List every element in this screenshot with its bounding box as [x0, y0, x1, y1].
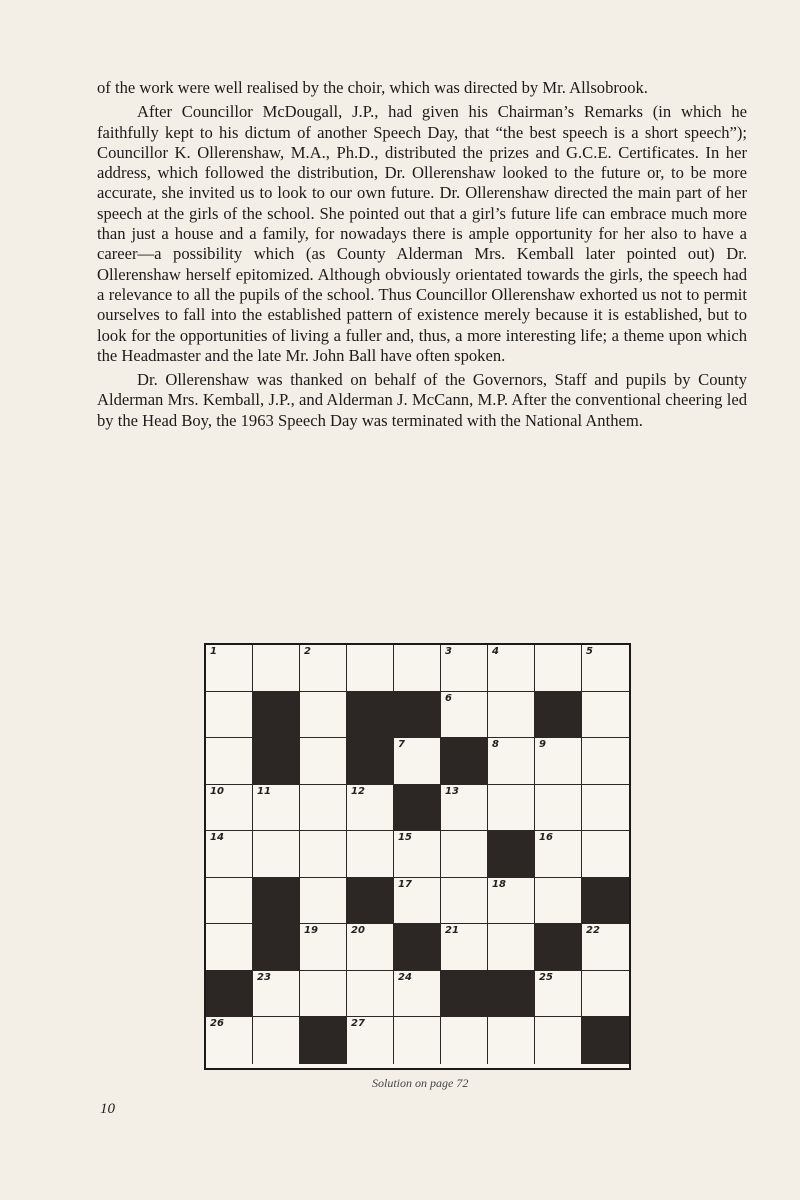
crossword-grid	[204, 643, 631, 1070]
paragraph-2: After Councillor McDougall, J.P., had given his Chairman’s Remarks (in which he faithfully kept to his dictum of another Speech Day, that “the best speech is a short speech”); Councillor K. Ollerenshaw, M.A., Ph.D., distributed the prizes and G.C.E. Certificates. In her address, which followed the distribution, Dr. Ollerenshaw looked to the future or, to be more accurate, she invited us to look to our own future. Dr. Ollerenshaw directed the main part of her speech at the girls of the school. She pointed out that a girl’s future life can embrace much more than just a house and a family, for nowadays there is ample opportunity for her also to have a career—a possibility which (as County Alderman Mrs. Kemball later pointed out) Dr. Ollerenshaw herself epitomized. Although obviously orientated towards the girls, the speech had a relevance to all the pupils of the school. Thus Councillor Ollerenshaw exhorted us not to permit ourselves to fall into the established pattern of existence merely because it is established, but to look for the opportunities of living a fuller and, thus, a more interesting life; a theme upon which the Headmaster and the late Mr. John Ball have often spoken.	[97, 102, 747, 365]
crossword-row	[206, 971, 629, 1018]
crossword-cell[interactable]	[488, 645, 535, 692]
crossword-cell[interactable]	[394, 971, 441, 1018]
crossword-cell[interactable]	[300, 738, 347, 785]
crossword-row	[206, 831, 629, 878]
crossword-black-square	[394, 785, 441, 832]
crossword-cell[interactable]	[300, 971, 347, 1018]
crossword-cell[interactable]	[488, 1017, 535, 1064]
crossword-cell[interactable]	[394, 1017, 441, 1064]
crossword-cell[interactable]	[300, 924, 347, 971]
crossword-cell[interactable]	[582, 692, 629, 739]
crossword-cell[interactable]	[441, 692, 488, 739]
crossword-black-square	[535, 692, 582, 739]
crossword-cell[interactable]	[394, 878, 441, 925]
crossword-cell[interactable]	[347, 785, 394, 832]
crossword-black-square	[582, 1017, 629, 1064]
crossword-cell[interactable]	[488, 878, 535, 925]
crossword-black-square	[347, 738, 394, 785]
crossword-row	[206, 785, 629, 832]
crossword-black-square	[488, 971, 535, 1018]
crossword-cell[interactable]	[253, 831, 300, 878]
crossword-cell[interactable]	[488, 738, 535, 785]
crossword-cell[interactable]	[582, 971, 629, 1018]
crossword-cell[interactable]	[582, 831, 629, 878]
clue-number: 26	[210, 1018, 224, 1029]
crossword-row	[206, 878, 629, 925]
crossword-cell[interactable]	[582, 645, 629, 692]
crossword-row	[206, 738, 629, 785]
crossword-cell[interactable]	[253, 1017, 300, 1064]
crossword-row	[206, 692, 629, 739]
crossword-cell[interactable]	[488, 785, 535, 832]
crossword-row	[206, 645, 629, 692]
clue-number: 19	[304, 925, 318, 936]
clue-number: 4	[492, 646, 499, 657]
clue-number: 21	[445, 925, 459, 936]
paragraph-3: Dr. Ollerenshaw was thanked on behalf of the Governors, Staff and pupils by County Alderman Mrs. Kemball, J.P., and Alderman J. McCann, M.P. After the conventional cheering led by the Head Boy, the 1963 Speech Day was terminated with the National Anthem.	[97, 370, 747, 430]
crossword-cell[interactable]	[347, 971, 394, 1018]
crossword-black-square	[441, 971, 488, 1018]
crossword-cell[interactable]	[535, 1017, 582, 1064]
crossword-cell[interactable]	[347, 831, 394, 878]
crossword-black-square	[394, 924, 441, 971]
article-text	[97, 78, 747, 431]
crossword-cell[interactable]	[347, 1017, 394, 1064]
crossword-black-square	[394, 692, 441, 739]
page-number: 10	[100, 1101, 115, 1117]
crossword-row	[206, 924, 629, 971]
crossword-cell[interactable]	[206, 738, 253, 785]
crossword-cell[interactable]	[347, 645, 394, 692]
crossword-cell[interactable]	[535, 738, 582, 785]
crossword-cell[interactable]	[206, 692, 253, 739]
crossword-cell[interactable]	[441, 831, 488, 878]
crossword-cell[interactable]	[206, 785, 253, 832]
crossword-black-square	[347, 692, 394, 739]
crossword-cell[interactable]	[206, 645, 253, 692]
clue-number: 7	[398, 739, 405, 750]
crossword-cell[interactable]	[300, 645, 347, 692]
crossword-black-square	[253, 878, 300, 925]
crossword-cell[interactable]	[441, 645, 488, 692]
clue-number: 22	[586, 925, 600, 936]
clue-number: 14	[210, 832, 224, 843]
paragraph-1: of the work were well realised by the choir, which was directed by Mr. Allsobrook.	[97, 78, 648, 97]
crossword-black-square	[347, 878, 394, 925]
crossword-cell[interactable]	[253, 785, 300, 832]
crossword-cell[interactable]	[582, 785, 629, 832]
clue-number: 15	[398, 832, 412, 843]
clue-number: 11	[257, 785, 271, 797]
crossword-cell[interactable]	[300, 831, 347, 878]
clue-number: 16	[539, 832, 553, 843]
crossword-cell[interactable]	[535, 645, 582, 692]
clue-number: 5	[586, 646, 593, 657]
crossword-cell[interactable]	[441, 878, 488, 925]
crossword-row	[206, 1017, 629, 1064]
clue-number: 8	[492, 739, 499, 750]
clue-number: 12	[351, 785, 365, 797]
clue-number: 25	[539, 971, 553, 983]
crossword-black-square	[253, 924, 300, 971]
crossword-black-square	[253, 692, 300, 739]
crossword-cell[interactable]	[582, 738, 629, 785]
clue-number: 3	[445, 646, 452, 657]
clue-number: 13	[445, 785, 459, 797]
crossword-cell[interactable]	[441, 785, 488, 832]
crossword-black-square	[300, 1017, 347, 1064]
crossword-cell[interactable]	[206, 1017, 253, 1064]
crossword-black-square	[488, 831, 535, 878]
crossword-cell[interactable]	[253, 971, 300, 1018]
crossword-black-square	[253, 738, 300, 785]
clue-number: 18	[492, 878, 506, 890]
solution-caption: Solution on page 72	[372, 1076, 469, 1090]
crossword-cell[interactable]	[300, 692, 347, 739]
clue-number: 24	[398, 971, 412, 983]
crossword-cell[interactable]	[300, 785, 347, 832]
clue-number: 9	[539, 739, 546, 750]
crossword-cell[interactable]	[300, 878, 347, 925]
clue-number: 1	[210, 646, 217, 657]
crossword-cell[interactable]	[441, 924, 488, 971]
crossword-cell[interactable]	[488, 924, 535, 971]
crossword-cell[interactable]	[441, 1017, 488, 1064]
crossword-black-square	[582, 878, 629, 925]
crossword-cell[interactable]	[206, 924, 253, 971]
crossword-cell[interactable]	[206, 878, 253, 925]
crossword-cell[interactable]	[488, 692, 535, 739]
clue-number: 2	[304, 646, 311, 657]
crossword-cell[interactable]	[394, 738, 441, 785]
clue-number: 20	[351, 925, 365, 936]
crossword-black-square	[441, 738, 488, 785]
crossword-cell[interactable]	[582, 924, 629, 971]
crossword-cell[interactable]	[535, 878, 582, 925]
crossword-cell[interactable]	[206, 831, 253, 878]
crossword-cell[interactable]	[535, 971, 582, 1018]
crossword-cell[interactable]	[394, 831, 441, 878]
crossword-cell[interactable]	[394, 645, 441, 692]
clue-number: 23	[257, 971, 271, 983]
clue-number: 10	[210, 785, 224, 797]
clue-number: 27	[351, 1018, 365, 1029]
crossword-cell[interactable]	[535, 831, 582, 878]
crossword-black-square	[206, 971, 253, 1018]
crossword-cell[interactable]	[347, 924, 394, 971]
clue-number: 6	[445, 692, 452, 704]
crossword-cell[interactable]	[253, 645, 300, 692]
clue-number: 17	[398, 878, 412, 890]
crossword-black-square	[535, 924, 582, 971]
crossword-cell[interactable]	[535, 785, 582, 832]
